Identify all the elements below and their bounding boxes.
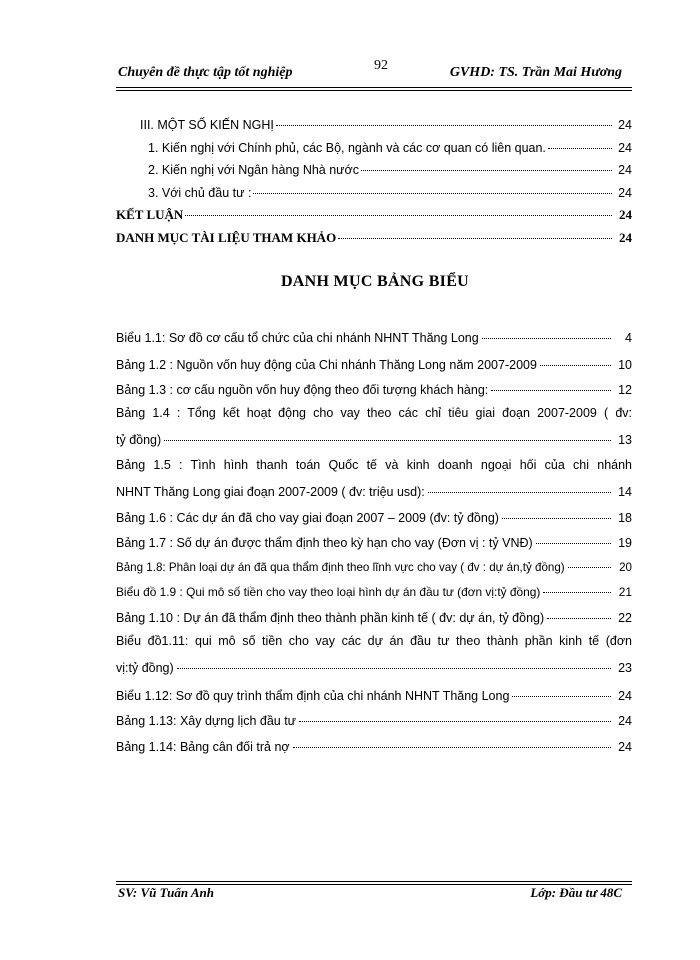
toc-entry-label: KẾT LUẬN	[116, 207, 184, 222]
toc-entry-page: 24	[618, 117, 632, 132]
footer-rule	[116, 881, 632, 882]
list-item[interactable]	[116, 711, 632, 728]
toc-entry-conclusion[interactable]	[116, 205, 632, 223]
list-item-page: 23	[618, 660, 632, 675]
list-item-page: 12	[618, 382, 632, 397]
toc-entry-label: 1. Kiến nghị với Chính phủ, các Bộ, ngành và các cơ quan có liên quan.	[148, 140, 546, 155]
toc-entry-page: 24	[618, 162, 632, 177]
toc-leader-dots	[338, 225, 612, 239]
list-item-label: Bảng 1.10 : Dự án đã thẩm định theo thành phần kinh tế ( đv: dự án, tỷ đồng)	[116, 610, 545, 625]
list-item-label: Bảng 1.2 : Nguồn vốn huy động của Chi nhánh Thăng Long năm 2007-2009	[116, 357, 537, 372]
list-item-page: 21	[618, 584, 632, 599]
list-item-first-line: Bảng 1.4 : Tổng kết hoạt động cho vay theo các chỉ tiêu giai đoạn 2007-2009 ( đv:	[116, 406, 632, 420]
toc-leader-dots	[276, 112, 612, 126]
list-item-page: 14	[618, 484, 632, 499]
list-item-page: 24	[618, 713, 632, 728]
list-item[interactable]	[116, 583, 632, 599]
toc-entry-label: 2. Kiến nghị với Ngân hàng Nhà nước	[148, 162, 359, 177]
list-leader-dots	[299, 708, 611, 722]
list-leader-dots	[293, 734, 611, 748]
header-title: Chuyên đề thực tập tốt nghiệp	[118, 65, 293, 80]
list-item-label: NHNT Thăng Long giai đoạn 2007-2009 ( đv: triệu usd):	[116, 484, 425, 499]
list-item[interactable]	[116, 380, 632, 397]
list-item[interactable]	[116, 737, 632, 754]
list-item[interactable]	[116, 608, 632, 625]
toc-leader-dots	[253, 180, 612, 194]
list-leader-dots	[428, 479, 611, 493]
list-leader-dots	[540, 352, 611, 366]
list-item-label: Bảng 1.8: Phân loại dự án đã qua thẩm định theo lĩnh vực cho vay ( đv : dự án,tỷ đồng)	[116, 560, 565, 574]
list-item-page: 22	[618, 610, 632, 625]
list-item-label: vị:tỷ đồng)	[116, 660, 174, 675]
list-item-page: 13	[618, 432, 632, 447]
toc-entry-state-bank[interactable]	[148, 160, 632, 177]
toc-entry-page: 24	[619, 230, 632, 245]
section-heading: DANH MỤC BẢNG BIỂU	[280, 273, 470, 290]
list-item-label: Bảng 1.13: Xây dựng lịch đầu tư	[116, 713, 297, 728]
toc-leader-dots	[548, 135, 612, 149]
header-rule-second	[116, 90, 632, 91]
toc-entry-label: DANH MỤC TÀI LIỆU THAM KHẢO	[116, 230, 337, 245]
list-item-page: 19	[618, 535, 632, 550]
list-item[interactable]	[116, 533, 632, 550]
toc-entry-investor[interactable]	[148, 183, 632, 200]
toc-leader-dots	[361, 157, 612, 171]
list-item-page: 4	[625, 330, 632, 345]
toc-entry-page: 24	[618, 140, 632, 155]
list-item-label: Bảng 1.6 : Các dự án đã cho vay giai đoạn 2007 – 2009 (đv: tỷ đồng)	[116, 510, 499, 525]
list-item-label: Biểu 1.12: Sơ đồ quy trình thẩm định của chi nhánh NHNT Thăng Long	[116, 688, 510, 703]
list-leader-dots	[536, 530, 611, 544]
list-item-label: Biểu đồ 1.9 : Qui mô số tiền cho vay theo loại hình dự án đầu tư (đơn vị:tỷ đồng)	[116, 584, 541, 599]
list-item[interactable]	[116, 355, 632, 372]
header-rule	[116, 87, 632, 88]
list-leader-dots	[543, 580, 611, 593]
footer-class: Lớp: Đầu tư 48C	[530, 885, 622, 900]
list-item[interactable]	[116, 482, 632, 499]
list-item[interactable]	[116, 658, 632, 675]
list-leader-dots	[164, 427, 611, 441]
list-item[interactable]	[116, 328, 632, 345]
toc-entry-label: 3. Với chủ đầu tư :	[148, 185, 252, 200]
list-item-label: Bảng 1.7 : Số dự án được thẩm định theo kỳ hạn cho vay (Đơn vị : tỷ VNĐ)	[116, 535, 533, 550]
list-item-page: 24	[618, 739, 632, 754]
list-item-first-line: Bảng 1.5 : Tình hình thanh toán Quốc tế và kinh doanh ngoại hối của chi nhánh	[116, 458, 632, 472]
list-leader-dots	[482, 325, 611, 339]
list-item-first-line: Biểu đồ1.11: qui mô số tiền cho vay các dự án đầu tư theo thành phần kinh tế (đơn	[116, 634, 632, 648]
list-leader-dots	[568, 555, 611, 568]
toc-leader-dots	[185, 202, 612, 216]
page-number: 92	[374, 58, 388, 73]
list-item[interactable]	[116, 558, 632, 574]
toc-entry-page: 24	[618, 185, 632, 200]
list-item-label: Bảng 1.14: Bảng cân đối trả nợ	[116, 739, 290, 754]
toc-entry-references[interactable]	[116, 228, 632, 246]
header-advisor: GVHD: TS. Trần Mai Hương	[449, 65, 622, 80]
list-leader-dots	[512, 683, 611, 697]
list-leader-dots	[177, 655, 611, 669]
list-item[interactable]	[116, 430, 632, 447]
list-item[interactable]	[116, 686, 632, 703]
list-leader-dots	[502, 505, 611, 519]
toc-entry-label: III. MỘT SỐ KIẾN NGHỊ	[140, 117, 274, 132]
list-item-label: Bảng 1.3 : cơ cấu nguồn vốn huy động theo đối tượng khách hàng:	[116, 382, 489, 397]
list-item-page: 18	[618, 510, 632, 525]
footer-student: SV: Vũ Tuấn Anh	[118, 885, 214, 900]
list-item-label: Biểu 1.1: Sơ đồ cơ cấu tổ chức của chi nhánh NHNT Thăng Long	[116, 330, 479, 345]
list-item[interactable]	[116, 508, 632, 525]
toc-entry-government[interactable]	[148, 138, 632, 155]
list-leader-dots	[547, 605, 611, 619]
list-leader-dots	[491, 377, 611, 391]
list-item-label: tỷ đồng)	[116, 432, 162, 447]
list-item-page: 24	[618, 688, 632, 703]
list-item-page: 20	[619, 560, 632, 574]
toc-entry-page: 24	[619, 207, 632, 222]
list-item-page: 10	[618, 357, 632, 372]
toc-entry-recommendations[interactable]	[140, 115, 632, 132]
